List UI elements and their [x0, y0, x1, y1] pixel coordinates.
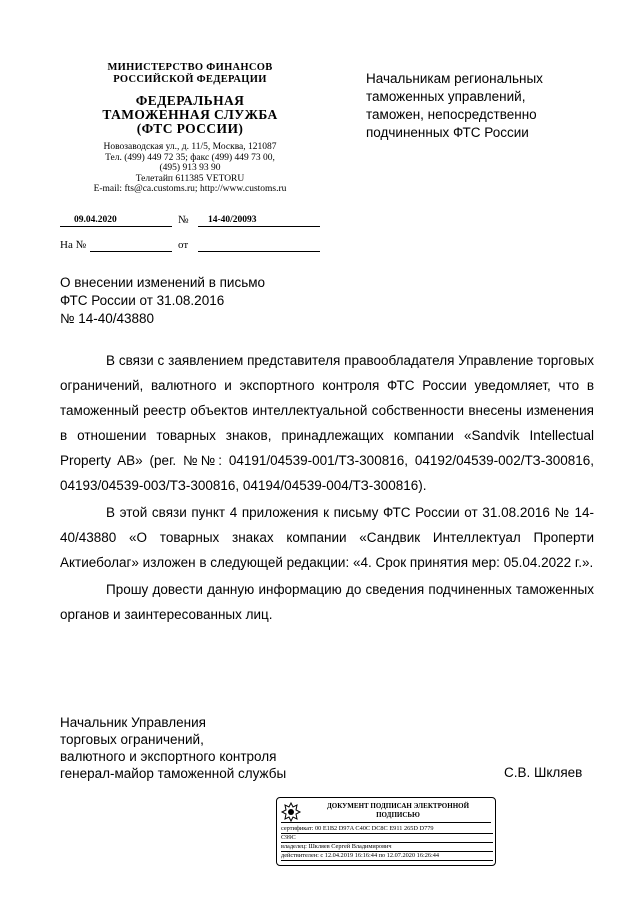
ref-number-label: На № [60, 239, 87, 251]
emblem-icon [280, 801, 302, 823]
body-paragraph: Прошу довести данную информацию до сведения подчиненных таможенных органов и заинтересованных лиц. [60, 582, 594, 622]
signatory-position: Начальник Управления торговых ограничений, валютного и экспортного контроля генерал-майор таможенной службы [60, 715, 287, 781]
signatory-name: С.В. Шкляев [504, 765, 583, 780]
registration-date-number [60, 211, 320, 229]
ref-from-label: от [178, 239, 189, 251]
recipient-block: Начальникам региональных таможенных управлений, таможен, непосредственно подчиненных ФТС России [366, 71, 543, 140]
agency-name: ФЕДЕРАЛЬНАЯ ТАМОЖЕННАЯ СЛУЖБА (ФТС РОССИИ) [102, 93, 278, 136]
electronic-signature-stamp [276, 797, 496, 866]
document-number: 14-40/20093 [208, 215, 257, 225]
body-paragraph: В связи с заявлением представителя правообладателя Управление торговых ограничений, валютного и экспортного контроля ФТС России уведомляет, что в таможенный реестр объектов интеллектуальной собственности внесены изменения в отношении товарных знаков, принадлежащих компании «Sandvik Intellectual Property AB» (рег. №№: 04191/04539-001/ТЗ-300816, 04192/04539-002/ТЗ-300816, 04193/04539-003/ТЗ-300816, 04194/04539-004/ТЗ-300816). [60, 353, 594, 493]
number-label: № [178, 214, 189, 226]
document-date: 09.04.2020 [74, 215, 117, 225]
letter-body [60, 348, 594, 627]
reference-row [60, 236, 320, 254]
stamp-title: ДОКУМЕНТ ПОДПИСАН ЭЛЕКТРОННОЙ ПОДПИСЬЮ [326, 802, 470, 819]
ministry-name: МИНИСТЕРСТВО ФИНАНСОВ РОССИЙСКОЙ ФЕДЕРАЦИИ [107, 62, 273, 85]
letter-subject: О внесении изменений в письмо ФТС России от 31.08.2016 № 14-40/43880 [60, 275, 266, 326]
letterhead [60, 62, 320, 195]
body-paragraph: В этой связи пункт 4 приложения к письму ФТС России от 31.08.2016 № 14-40/43880 «О товарных знаках компании «Сандвик Интеллектуал Проперти Актиеболаг» изложен в следующей редакции: «4. Срок принятия мер: 05.04.2022 г.». [60, 505, 594, 570]
stamp-details: сертификат: 00 E1B2 D97A C40C DC8C E911 265D D779 C99C владелец: Шкляев Сергей Владимирович действителен: с 12.04.2019 16:16:44 по 12.07.2020 16:26:44 [281, 825, 493, 861]
agency-address: Новозаводская ул., д. 11/5, Москва, 121087 Тел. (499) 449 72 35; факс (499) 449 73 00, (495) 913 93 90 Телетайп 611385 VETORU E-mail: fts@ca.customs.ru; http://www.customs.ru [93, 142, 287, 194]
